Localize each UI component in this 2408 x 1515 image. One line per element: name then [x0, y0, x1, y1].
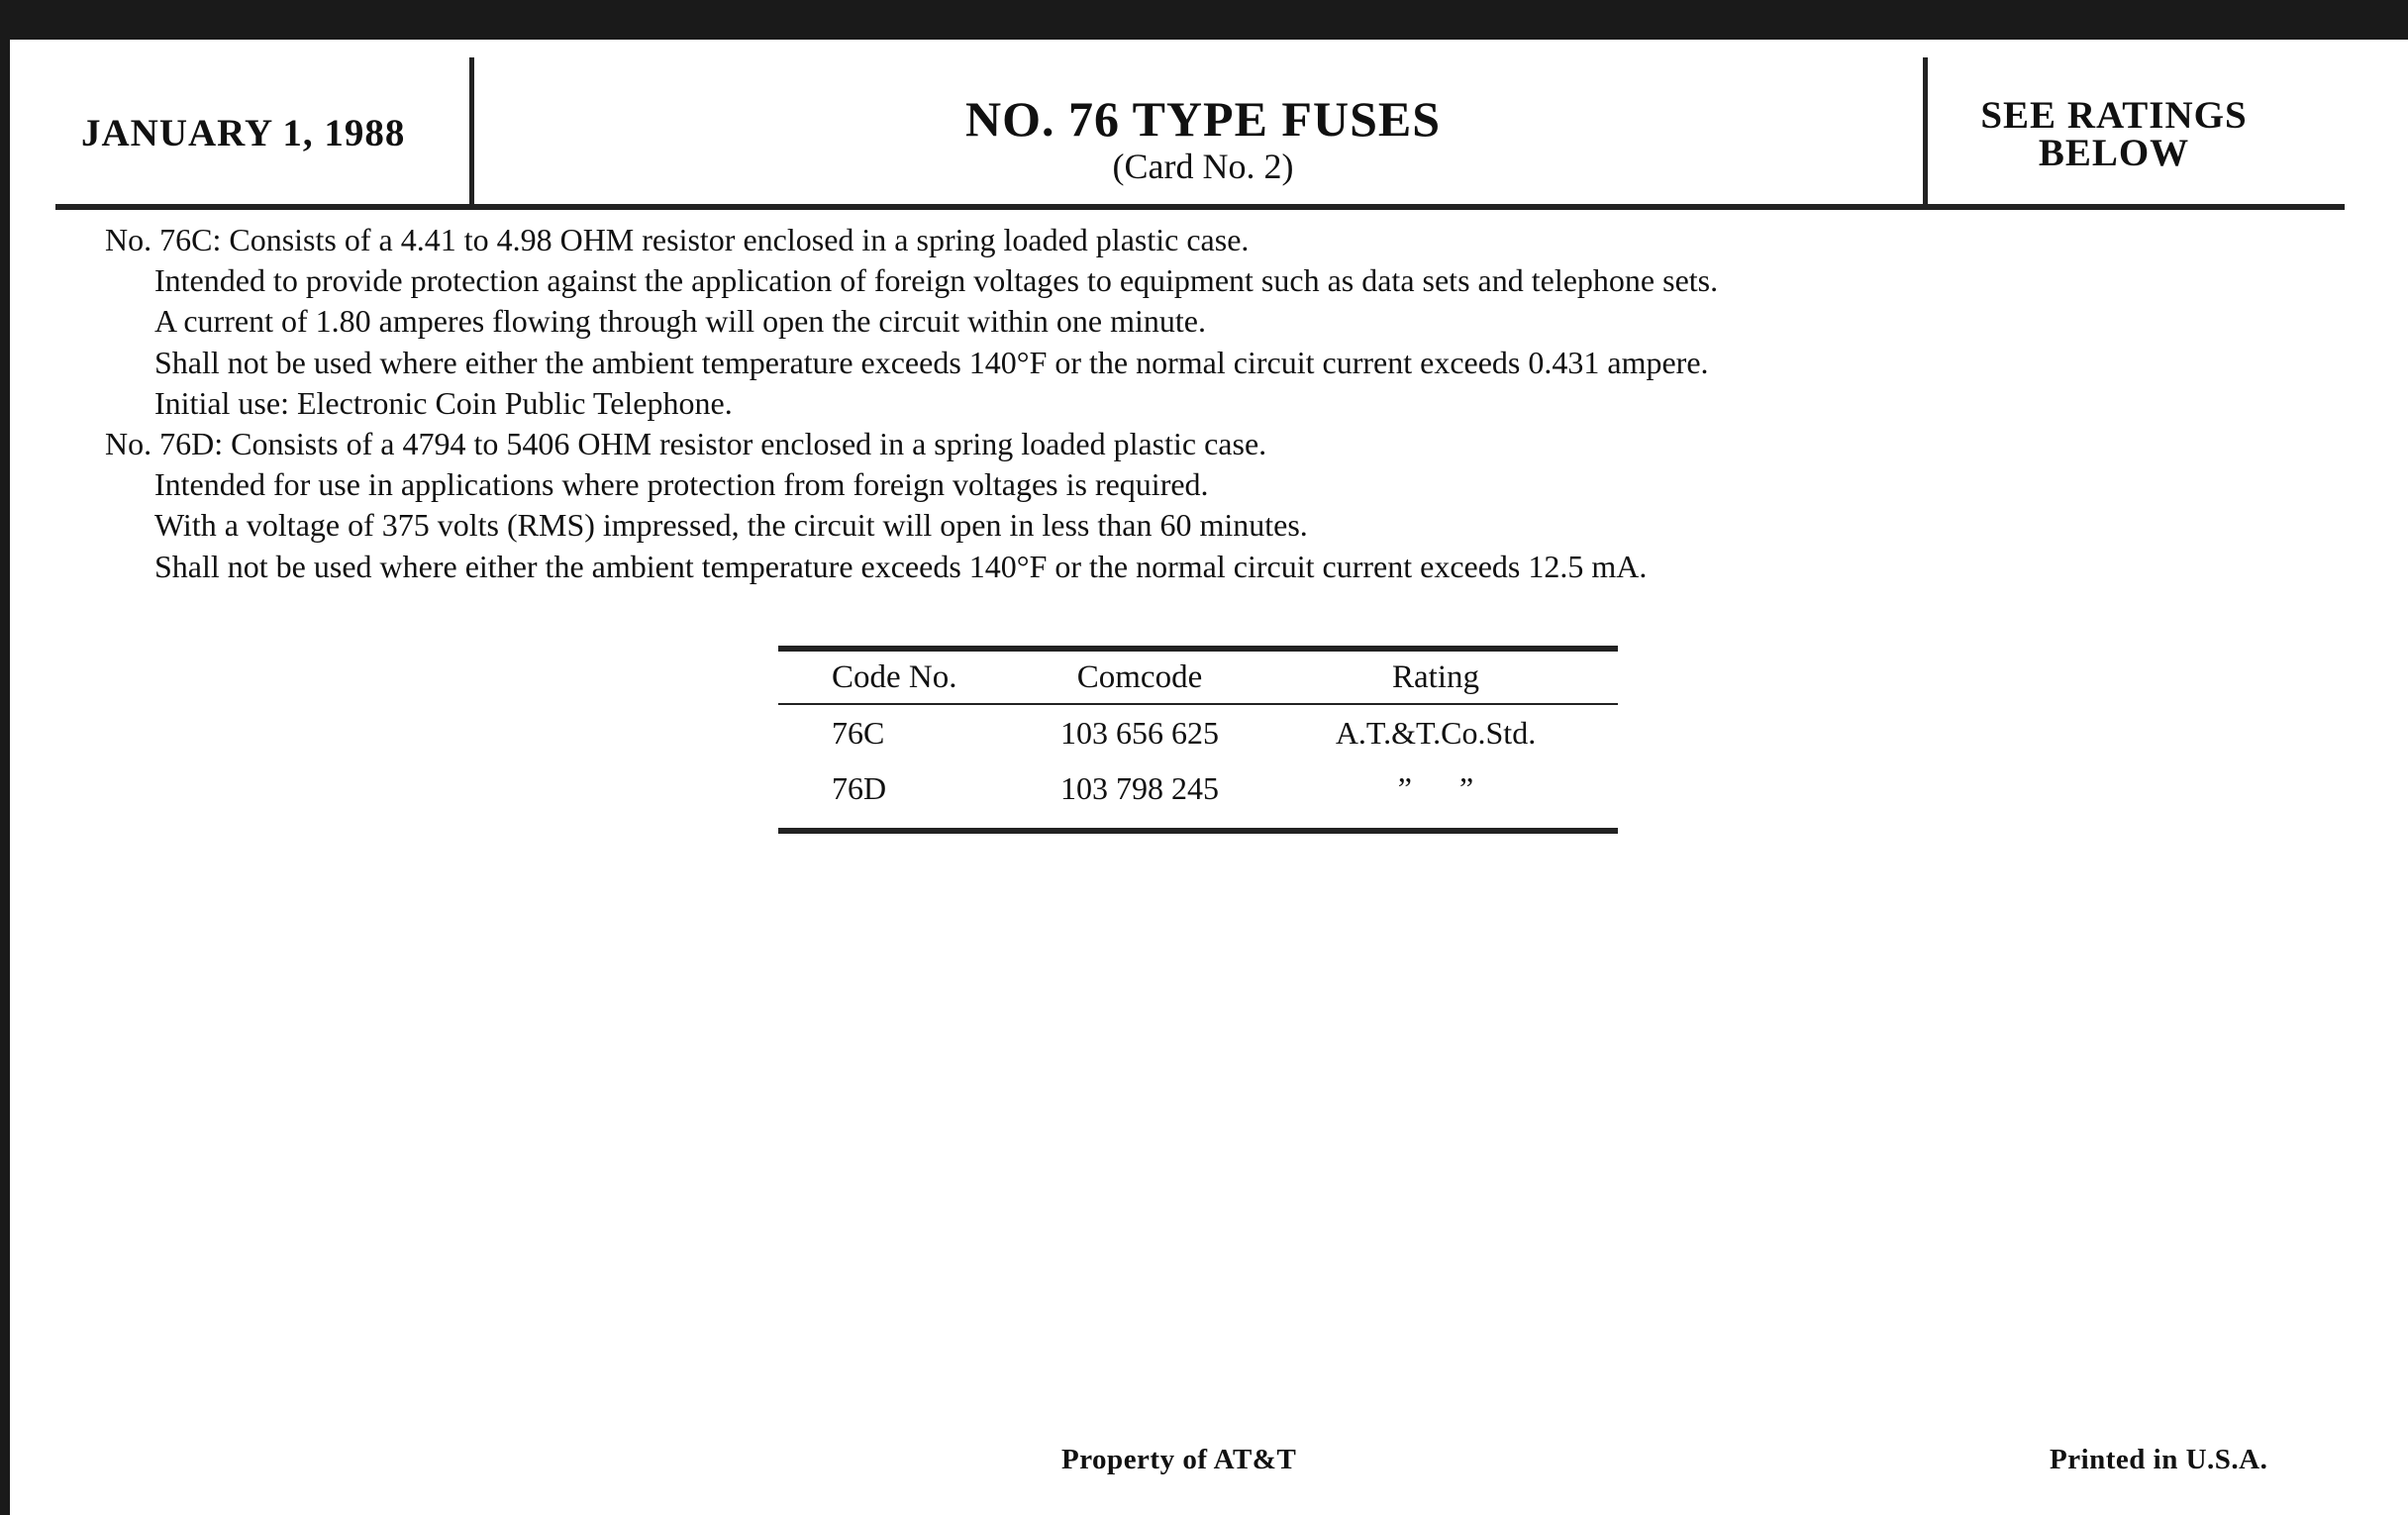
card-number: (Card No. 2): [1112, 147, 1294, 186]
header-code-no: Code No.: [832, 658, 957, 695]
header-rule: [55, 204, 2345, 210]
cell-rating: A.T.&T.Co.Std.: [1335, 714, 1537, 751]
cell-comcode: 103 656 625: [1060, 714, 1219, 751]
header-rating: Rating: [1392, 658, 1479, 695]
title-block: [475, 91, 1931, 186]
property-notice: Property of AT&T: [1061, 1444, 1297, 1475]
text-line: Shall not be used where either the ambient temperature exceeds 140°F or the normal circuit current exceeds 0.431 ampere.: [154, 344, 1709, 380]
table-header-row: [778, 652, 1618, 703]
text-line: With a voltage of 375 volts (RMS) impressed, the circuit will open in less than 60 minutes.: [154, 507, 1308, 544]
ratings-note: [1931, 94, 2297, 174]
cell-rating: ” ”: [1397, 769, 1474, 806]
text-line: Intended to provide protection against the application of foreign voltages to equipment such as data sets and telephone sets.: [154, 262, 1719, 299]
text-line: No. 76C: Consists of a 4.41 to 4.98 OHM resistor enclosed in a spring loaded plastic case.: [105, 222, 1250, 257]
printed-notice: Printed in U.S.A.: [2050, 1444, 2268, 1475]
text-line: A current of 1.80 amperes flowing through will open the circuit within one minute.: [154, 303, 1206, 340]
document-card: [10, 40, 2408, 1515]
issue-date: JANUARY 1, 1988: [81, 112, 406, 154]
text-line: Intended for use in applications where protection from foreign voltages is required.: [154, 466, 1209, 503]
text-line: No. 76D: Consists of a 4794 to 5406 OHM resistor enclosed in a spring loaded plastic case.: [105, 426, 1267, 462]
ratings-line-1: SEE RATINGS: [1980, 94, 2248, 137]
ratings-line-2: BELOW: [2038, 132, 2190, 174]
text-line: Shall not be used where either the ambient temperature exceeds 140°F or the normal circuit current exceeds 12.5 mA.: [154, 548, 1648, 584]
table-bottom-rule: [778, 828, 1618, 834]
header-comcode: Comcode: [1076, 658, 1203, 695]
header-divider-left: [469, 57, 474, 206]
table-row: [778, 760, 1618, 816]
cell-comcode: 103 798 245: [1060, 769, 1219, 806]
cell-code-no: 76D: [832, 769, 887, 806]
description-text: [105, 220, 2313, 587]
cell-code-no: 76C: [832, 714, 885, 751]
table-row: [778, 705, 1618, 760]
ratings-table: [778, 646, 1618, 834]
page-title: NO. 76 TYPE FUSES: [964, 91, 1442, 147]
text-line: Initial use: Electronic Coin Public Telephone.: [154, 384, 733, 421]
